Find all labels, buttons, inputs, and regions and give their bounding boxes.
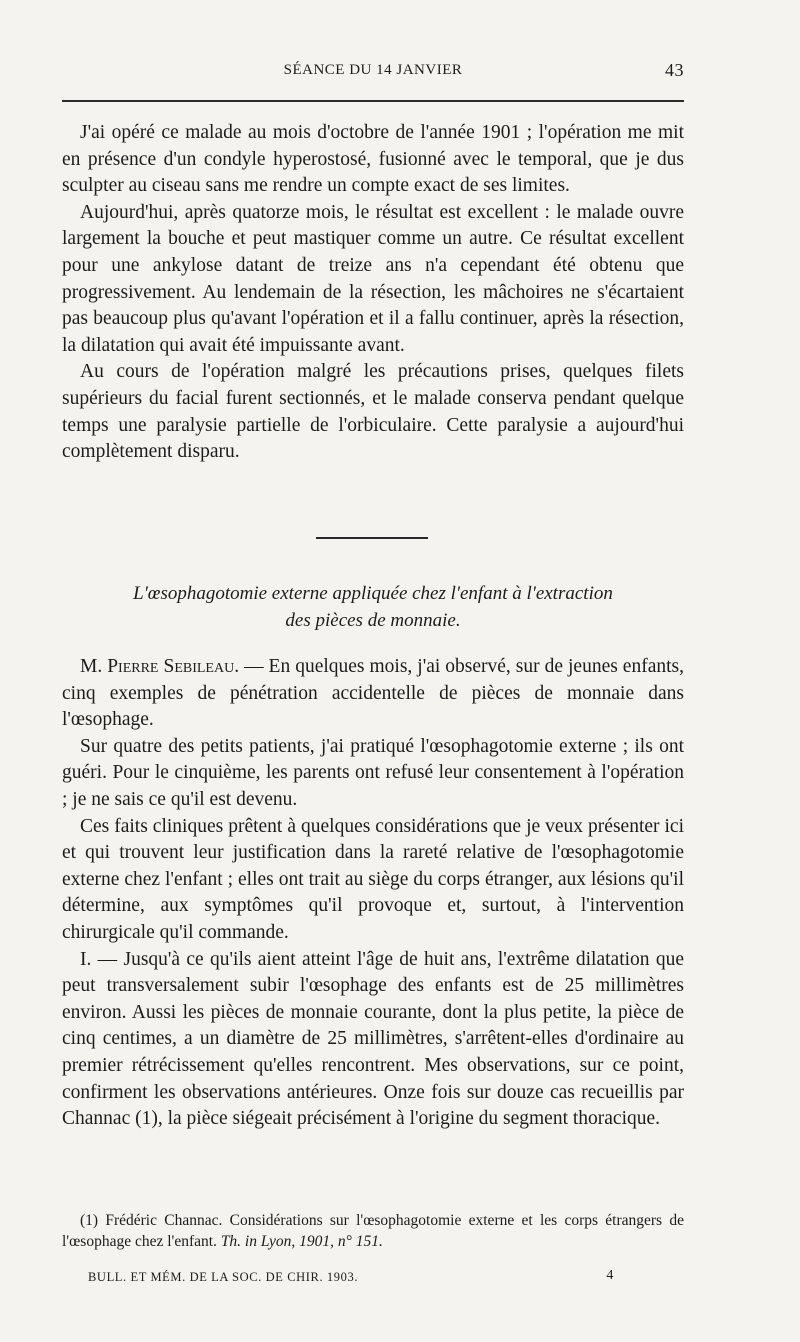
footnote-text: (1) Frédéric Channac. Considérations sur l'œsophagotomie externe et les corps étrangers de l'œsophage chez l'enfant. — [62, 1212, 684, 1250]
signature-mark: 4 — [606, 1268, 614, 1283]
paragraph: Ces faits cliniques prêtent à quelques considérations que je veux présenter ici et qui trouvent leur justification dans la rareté relative de l'œsophagotomie externe chez l'enfant ; elles ont trait au siège du corps étranger, aux lésions qu'il détermine, aux symptômes qu'il provoque et, surtout, à l'intervention chirurgicale qu'il commande. — [62, 815, 684, 943]
paragraph — [62, 654, 684, 734]
page-number: 43 — [665, 60, 684, 80]
section-separator — [316, 537, 428, 539]
paragraph: J'ai opéré ce malade au mois d'octobre de l'année 1901 ; l'opération me mit en présence d'un condyle hyperostosé, fusionné avec le temporal, que je dus sculpter au ciseau sans me rendre un compte exact de ses limites. — [62, 122, 684, 197]
signature-line — [88, 1270, 684, 1285]
section-title — [62, 580, 684, 634]
speaker-name: M. Pierre Sebileau. — [80, 656, 240, 677]
header-rule — [62, 100, 684, 102]
section-title-line: des pièces de monnaie. — [285, 610, 461, 631]
body-text-before-section — [62, 120, 684, 466]
footnote — [62, 1210, 684, 1252]
footnote-citation: Th. in Lyon, 1901, n° 151. — [220, 1233, 383, 1250]
paragraph: Au cours de l'opération malgré les précautions prises, quelques filets supérieurs du facial furent sectionnés, et le malade conserva pendant quelque temps une paralysie partielle de l'orbiculaire. Cette paralysie a aujourd'hui complètement disparu. — [62, 361, 684, 463]
running-title: SÉANCE DU 14 JANVIER — [283, 62, 463, 78]
paragraph-text: — En quelques mois, j'ai observé, sur de jeunes enfants, cinq exemples de pénétration accidentelle de pièces de monnaie dans l'œsophage. — [62, 656, 684, 731]
paragraph: Aujourd'hui, après quatorze mois, le résultat est excellent : le malade ouvre largement la bouche et peut mastiquer comme un autre. Ce résultat excellent pour une ankylose datant de treize ans n'a cependant été obtenu que progressivement. Au lendemain de la résection, les mâchoires ne s'écartaient pas beaucoup plus qu'avant l'opération et il a fallu continuer, après la résection, la dilatation qui avait été impuissante avant. — [62, 201, 684, 356]
paragraph: I. — Jusqu'à ce qu'ils aient atteint l'âge de huit ans, l'extrême dilatation que peut transversalement subir l'œsophage des enfants est de 25 millimètres environ. Aussi les pièces de monnaie courante, dont la plus petite, la pièce de cinq centimes, a un diamètre de 25 millimètres, s'arrêtent-elles d'ordinaire au premier rétrécissement qu'elles rencontrent. Mes observations, sur ce point, confirment les observations antérieures. Onze fois sur douze cas recueillis par Channac (1), la pièce siégeait précisément à l'origine du segment thoracique. — [62, 948, 684, 1130]
running-head — [62, 62, 684, 84]
paragraph: Sur quatre des petits patients, j'ai pratiqué l'œsophagotomie externe ; ils ont guéri. Pour le cinquième, les parents ont refusé leur consentement à l'opération ; je ne sais ce qu'il est devenu. — [62, 735, 684, 810]
section-title-line: L'œsophagotomie externe appliquée chez l'enfant à l'extraction — [133, 583, 613, 604]
footnote-paragraph — [62, 1210, 684, 1252]
signature-text: BULL. ET MÉM. DE LA SOC. DE CHIR. 1903. — [88, 1270, 359, 1284]
body-text-section — [62, 654, 684, 1133]
